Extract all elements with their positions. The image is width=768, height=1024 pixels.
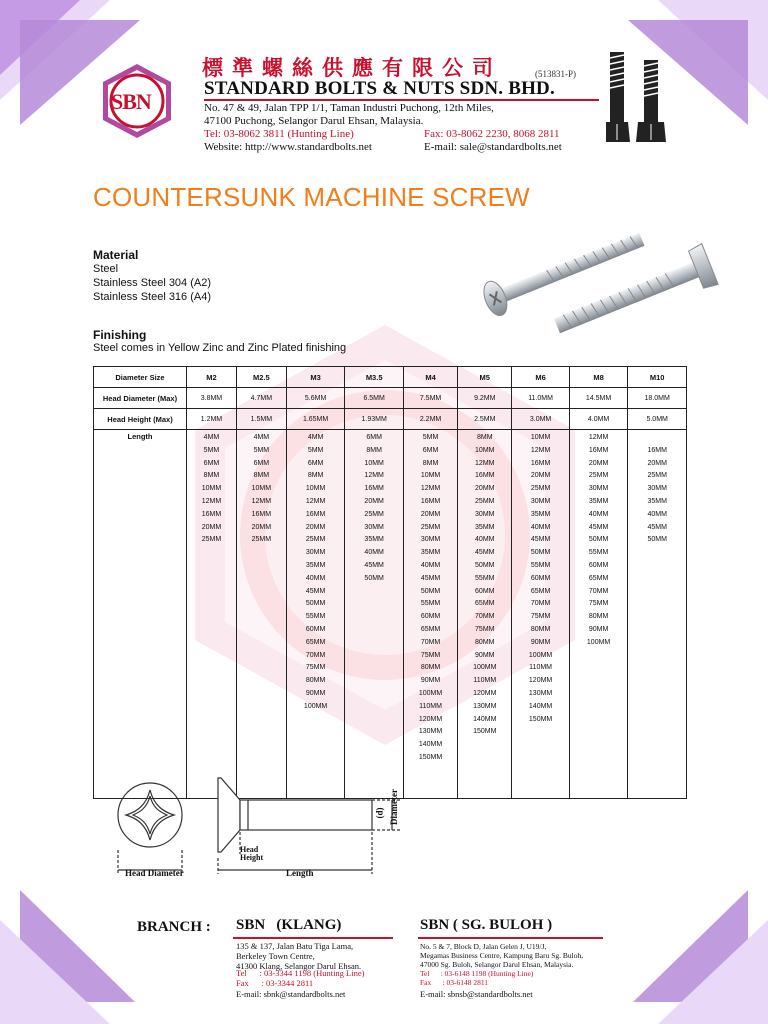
head-height-cell: 1.93MM [345, 409, 404, 430]
length-cell [569, 430, 628, 799]
diameter-text-label: Diameter [388, 789, 399, 825]
head-height-row [94, 409, 687, 430]
head-diameter-cell: 9.2MM [458, 388, 512, 409]
length-list: 4MM 5MM 6MM 8MM 10MM 12MM 16MM 20MM 25MM [201, 434, 222, 544]
length-cell [345, 430, 404, 799]
length-cell [236, 430, 286, 799]
size-cell: M2 [187, 367, 237, 388]
head-height-cell: 3.0MM [512, 409, 569, 430]
product-title: COUNTERSUNK MACHINE SCREW [93, 182, 530, 212]
bottom-right-corner-decoration [628, 890, 768, 1024]
size-cell: M5 [458, 367, 512, 388]
address-line-2: 47100 Puchong, Selangor Darul Ehsan, Malaysia. [204, 115, 424, 127]
branch-label: BRANCH : [137, 919, 211, 935]
length-list: 5MM 6MM 8MM 10MM 12MM 16MM 20MM 25MM 30MM 35MM 40MM 45MM 50MM 55MM 60MM 65MM 70MM 75MM 80MM 90MM 100MM 110MM 120MM 130MM 140MM 150MM [418, 434, 443, 761]
length-cell [187, 430, 237, 799]
specification-table [93, 366, 687, 799]
head-diameter-cell: 18.0MM [628, 388, 687, 409]
company-website[interactable]: Website: http://www.standardbolts.net [204, 141, 372, 153]
header-rule [204, 99, 599, 101]
size-cell: M3 [286, 367, 345, 388]
size-cell: M3.5 [345, 367, 404, 388]
length-dimension-label: Length [286, 868, 314, 878]
head-diameter-cell: 11.0MM [512, 388, 569, 409]
material-heading: Material [93, 248, 139, 262]
length-row [94, 430, 687, 799]
size-cell: M2.5 [236, 367, 286, 388]
material-item: Steel [93, 263, 119, 275]
length-cell [286, 430, 345, 799]
material-item: Stainless Steel 304 (A2) [93, 277, 212, 289]
head-height-cell: 5.0MM [628, 409, 687, 430]
head-height-cell: 2.2MM [403, 409, 457, 430]
company-email[interactable]: E-mail: sale@standardbolts.net [424, 141, 562, 153]
company-tel: Tel: 03-8062 3811 (Hunting Line) [204, 128, 354, 140]
head-diameter-row [94, 388, 687, 409]
length-cell [512, 430, 569, 799]
size-cell: M10 [628, 367, 687, 388]
head-diameter-cell: 14.5MM [569, 388, 628, 409]
head-height-cell: 1.5MM [236, 409, 286, 430]
branch-klang-address: 135 & 137, Jalan Batu Tiga Lama, Berkeley Town Centre, 41300 Klang, Selangor Darul Ehsan. [236, 941, 362, 971]
head-height-cell: 1.65MM [286, 409, 345, 430]
head-height-label [240, 846, 263, 862]
branch-sgbuloh-tel-fax: Tel : 03-6148 1198 (Hunting Line) Fax : 03-6148 2811 [420, 969, 534, 988]
length-label: Length [94, 430, 187, 799]
length-list: 6MM 8MM 10MM 12MM 16MM 20MM 25MM 30MM 35MM 40MM 45MM 50MM [364, 434, 384, 582]
finishing-text: Steel comes in Yellow Zinc and Zinc Plated finishing [93, 342, 347, 354]
length-list: 8MM 10MM 12MM 16MM 20MM 25MM 30MM 35MM 40MM 45MM 50MM 55MM 60MM 65MM 70MM 75MM 80MM 90MM 100MM 110MM 120MM 130MM 140MM 150MM [473, 434, 497, 736]
length-cell [628, 430, 687, 799]
head-diameter-cell: 6.5MM [345, 388, 404, 409]
branch-klang-title: SBN (KLANG) [236, 917, 342, 933]
branch-sgbuloh-rule [418, 937, 603, 939]
size-cell: M4 [403, 367, 457, 388]
length-cell [403, 430, 457, 799]
branch-klang-email[interactable]: E-mail: sbnk@standardbolts.net [236, 989, 346, 999]
head-height-label-line2: Height [240, 853, 264, 862]
screw-photo [470, 200, 720, 340]
company-address [204, 102, 494, 128]
company-name: STANDARD BOLTS & NUTS SDN. BHD. [204, 78, 555, 99]
head-height-label: Head Height (Max) [94, 409, 187, 430]
head-diameter-cell: 7.5MM [403, 388, 457, 409]
logo-text: SBN [111, 89, 151, 114]
branch-klang-rule [233, 937, 393, 939]
size-cell: M6 [512, 367, 569, 388]
head-diameter-label: Head Diameter [125, 868, 184, 878]
size-label: Diameter Size [94, 367, 187, 388]
head-height-cell: 2.5MM [458, 409, 512, 430]
letterhead [88, 42, 688, 162]
length-list: 16MM 20MM 25MM 30MM 35MM 40MM 45MM 50MM [647, 446, 667, 544]
head-height-cell: 1.2MM [187, 409, 237, 430]
size-row [94, 367, 687, 388]
length-cell [458, 430, 512, 799]
branch-sgbuloh-title: SBN ( SG. BULOH ) [420, 917, 553, 933]
diameter-label [374, 788, 408, 838]
bottom-left-corner-decoration [0, 890, 140, 1024]
registration-number: (513831-P) [535, 69, 576, 79]
size-cell: M8 [569, 367, 628, 388]
head-diameter-cell: 4.7MM [236, 388, 286, 409]
material-item: Stainless Steel 316 (A4) [93, 291, 212, 303]
branch-sgbuloh-address: No. 5 & 7, Block D, Jalan Gelen J, U19/J, Megamas Business Centre, Kampung Baru Sg. Buloh, 47000 Sg. Buloh, Selangor Darul Ehsan, Malaysia. [420, 942, 584, 970]
head-height-cell: 4.0MM [569, 409, 628, 430]
length-list: 12MM 16MM 20MM 25MM 30MM 35MM 40MM 45MM 50MM 55MM 60MM 65MM 70MM 75MM 80MM 90MM 100MM [586, 434, 611, 646]
address-line-1: No. 47 & 49, Jalan TPP 1/1, Taman Industri Puchong, 12th Miles, [204, 102, 494, 114]
head-diameter-cell: 3.8MM [187, 388, 237, 409]
company-fax: Fax: 03-8062 2230, 8068 2811 [424, 128, 560, 140]
head-diameter-cell: 5.6MM [286, 388, 345, 409]
bolt-illustration [606, 50, 676, 150]
head-diameter-label: Head Diameter (Max) [94, 388, 187, 409]
length-list: 4MM 5MM 6MM 8MM 10MM 12MM 16MM 20MM 25MM [251, 434, 272, 544]
material-list [93, 262, 211, 304]
length-list: 10MM 12MM 16MM 20MM 25MM 30MM 35MM 40MM 45MM 50MM 55MM 60MM 65MM 70MM 75MM 80MM 90MM 100MM 110MM 120MM 130MM 140MM 150MM [528, 434, 553, 723]
branch-klang-tel-fax: Tel : 03-3344 1198 (Hunting Line) Fax : 03-3344 2811 [236, 968, 365, 988]
length-list: 4MM 5MM 6MM 8MM 10MM 12MM 16MM 20MM 25MM 30MM 35MM 40MM 45MM 50MM 55MM 60MM 65MM 70MM 75MM 80MM 90MM 100MM [303, 434, 328, 710]
finishing-heading: Finishing [93, 328, 147, 342]
chinese-company-name: 標準螺絲供應有限公司 [202, 56, 502, 80]
branch-sgbuloh-email[interactable]: E-mail: sbnsb@standardbolts.net [420, 989, 533, 999]
diameter-d-label: (d) [374, 807, 385, 819]
head-height-label-line1: Head [240, 845, 259, 854]
